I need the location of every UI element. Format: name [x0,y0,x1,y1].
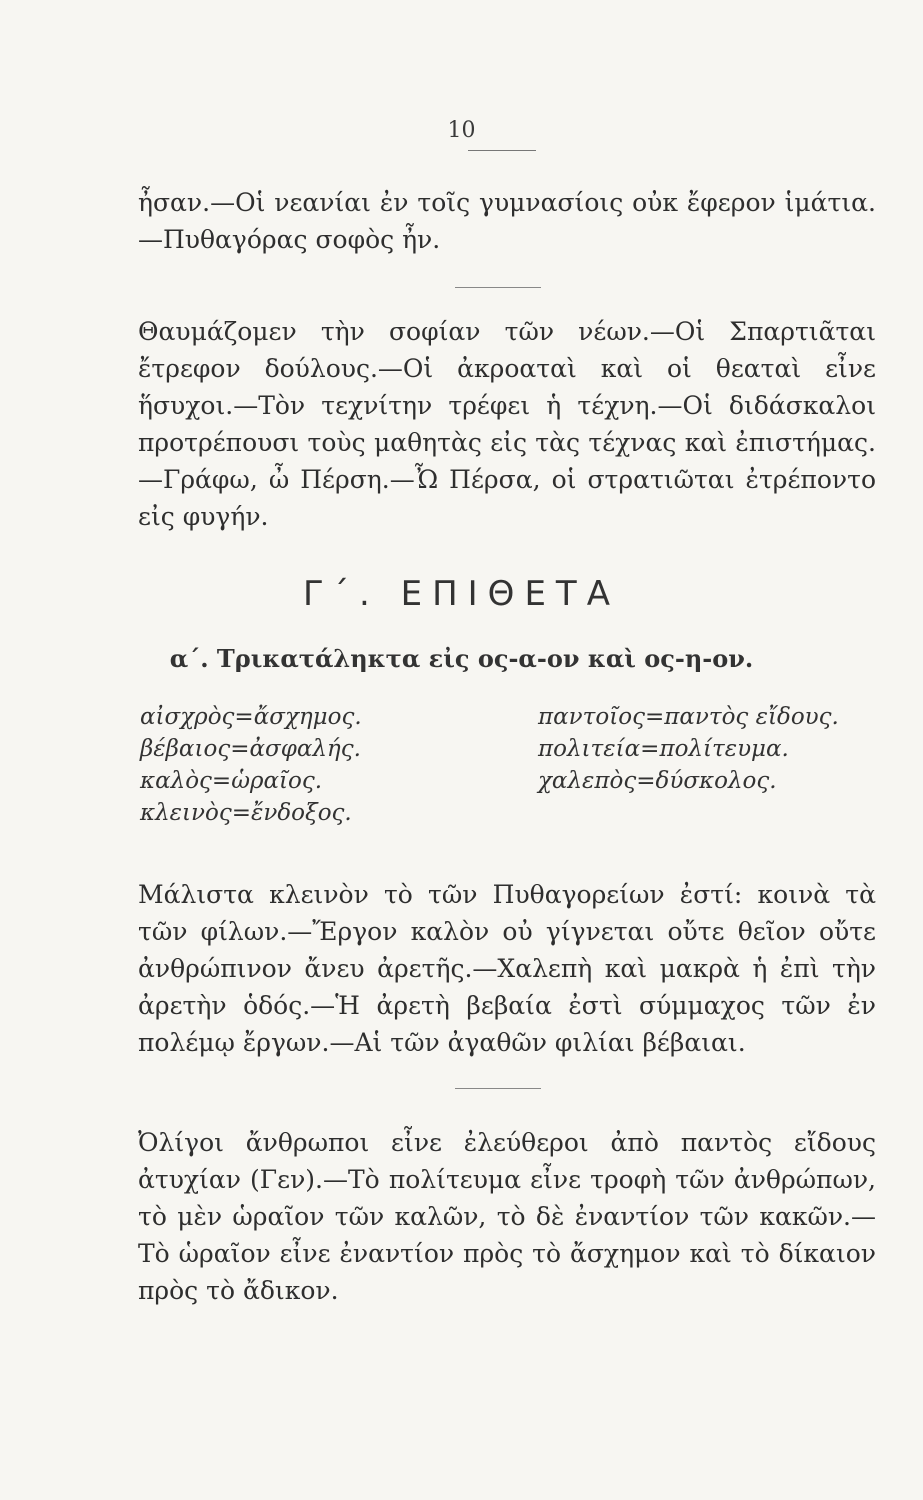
paragraph-4: Ὀλίγοι ἄνθρωποι εἶνε ἐλεύθεροι ἀπὸ παντὸς εἴδους ἀτυχίαν (Γεν).—Τὸ πολίτευμα εἶνε τροφὴ τῶν ἀνθρώπων, τὸ μὲν ὡραῖον τῶν καλῶν, τὸ δὲ ἐναντίον τῶν κακῶν.—Τὸ ὡραῖον εἶνε ἐναντίον πρὸς τὸ ἄσχημον καὶ τὸ δίκαιον πρὸς τὸ ἄδικον. [138,1128,876,1305]
page-number: 10 [447,118,476,143]
paragraph-2: Θαυμάζομεν τὴν σοφίαν τῶν νέων.—Οἱ Σπαρτιᾶται ἔτρεφον δούλους.—Οἱ ἀκροαταὶ καὶ οἱ θεαταὶ εἶνε ἥσυχοι.—Τὸν τεχνίτην τρέφει ἡ τέχνη.—Οἱ διδάσκαλοι προτρέπουσι τοὺς μαθητὰς εἰς τὰς τέχνας καὶ ἐπιστήμας.—Γράφω, ὦ Πέρση.—Ὦ Πέρσα, οἱ στρατιῶται ἐτρέποντο εἰς φυγήν. [138,317,876,531]
vocab-entry: πολιτεία=πολίτευμα. [538,736,789,762]
vocab-entry: καλὸς=ὡραῖος. [140,768,323,794]
vocab-entry: παντοῖος=παντὸς εἴδους. [538,704,839,730]
vocabulary-left-column [140,701,362,829]
separator-1 [455,287,541,288]
vocab-entry: αἰσχρὸς=ἄσχημος. [140,704,362,730]
subheading: α΄. Τρικατάληκτα εἰς ος-α-ον καὶ ος-η-ον. [169,644,754,673]
vocab-entry: χαλεπὸς=δύσκολος. [538,768,777,794]
paragraph-3: Μάλιστα κλεινὸν τὸ τῶν Πυθαγορείων ἐστί: κοινὰ τὰ τῶν φίλων.—Ἔργον καλὸν οὐ γίγνεται οὔτε θεῖον οὔτε ἀνθρώπινον ἄνευ ἀρετῆς.—Χαλεπὴ καὶ μακρὰ ἡ ἐπὶ τὴν ἀρετὴν ὁδός.—Ἡ ἀρετὴ βεβαία ἐστὶ σύμμαχος τῶν ἐν πολέμῳ ἔργων.—Αἱ τῶν ἀγαθῶν φιλίαι βέβαιαι. [138,880,876,1057]
paragraph-1: ἦσαν.—Οἱ νεανίαι ἐν τοῖς γυμνασίοις οὐκ ἔφερον ἱμάτια.—Πυθαγόρας σοφὸς ἦν. [138,188,876,254]
vocab-entry: κλεινὸς=ἔνδοξος. [140,800,352,826]
vocabulary-right-column [538,701,839,797]
separator-2 [455,1088,541,1089]
page-number-rule [468,150,536,151]
vocab-entry: βέβαιος=ἀσφαλής. [140,736,361,762]
section-title: Γ΄. ΕΠΙΘΕΤΑ [303,574,620,614]
